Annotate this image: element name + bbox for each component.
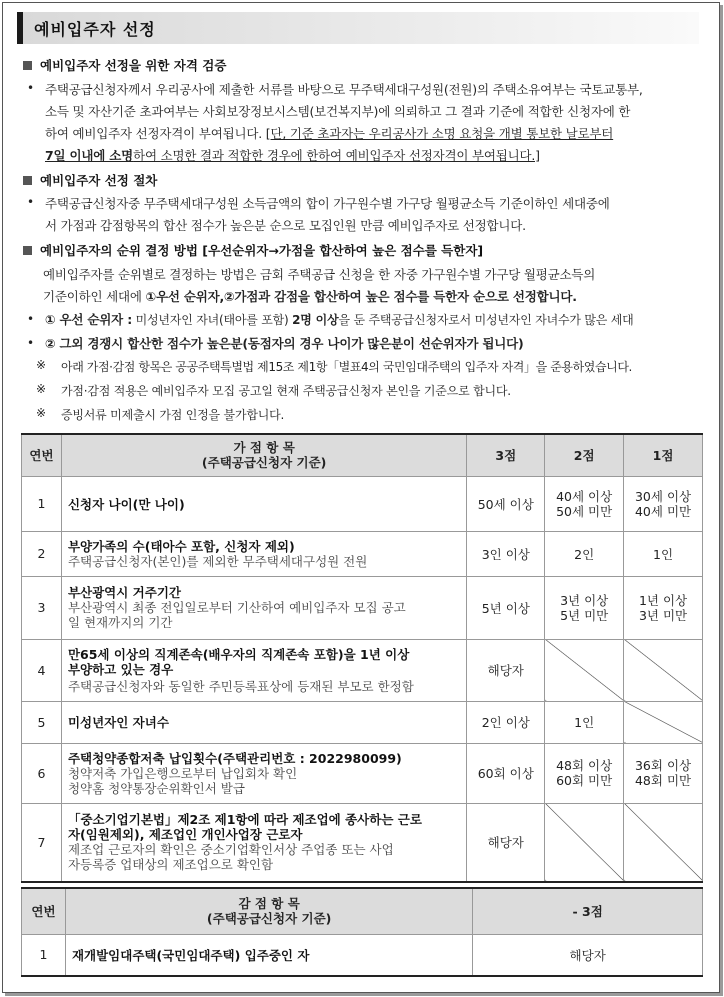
section-heading-ranking: 예비입주자의 순위 결정 방법 [우선순위자→가점을 합산하여 높은 점수를 득한자] bbox=[23, 241, 483, 259]
page-title-bar bbox=[17, 12, 699, 44]
plus-points-table bbox=[21, 433, 703, 883]
priority-item-1: ① 우선 순위자 : 미성년자인 자녀(태아를 포함) 2명 이상을 둔 주택공급신청자로서 미성년자인 자녀수가 많은 세대 bbox=[45, 312, 634, 327]
table-row: 4 만65세 이상의 직계존속(배우자의 직계존속 포함)을 1년 이상 부양하고 있는 경우 주택공급신청자와 동일한 주민등록표상에 등재된 부모로 한정함 해당자 bbox=[22, 639, 703, 701]
section-heading-qualification: 예비입주자 선정을 위한 자격 검증 bbox=[23, 56, 226, 74]
table-row: 3 부산광역시 거주기간 부산광역시 최종 전입일로부터 기산하여 예비입주자 모집 공고 일 현재까지의 기간 5년 이상 3년 이상 5년 미만 1년 이상 3년 미만 bbox=[22, 576, 703, 639]
header-no: 연번 bbox=[22, 434, 62, 476]
square-bullet-icon bbox=[23, 246, 32, 255]
exception-deadline: 7일 이내에 소명 bbox=[45, 148, 134, 163]
header-3pt: 3점 bbox=[467, 434, 545, 476]
table-row: 1 신청자 나이(만 나이) 50세 이상 40세 이상 50세 미만 30세 이상 40세 미만 bbox=[22, 476, 703, 531]
exception-note-part-b: 하여 소명한 결과 적합한 경우에 한하여 예비입주자 선정자격이 부여됩니다.] bbox=[133, 148, 540, 163]
section1-line-4 bbox=[45, 146, 540, 164]
square-bullet-icon bbox=[23, 61, 32, 70]
page-title: 예비입주자 선정 bbox=[34, 20, 156, 39]
bullet-icon: • bbox=[27, 312, 35, 326]
table-header-row: 연번 감 점 항 목 (주택공급신청자 기준) - 3점 bbox=[22, 888, 703, 934]
section2-line-1: 주택공급신청자중 무주택세대구성원 소득금액의 합이 가구원수별 가구당 월평균소득 기준이하인 세대중에 bbox=[45, 196, 610, 211]
table-row: 7 「중소기업기본법」제2조 제1항에 따라 제조업에 종사하는 근로 자(임원제외), 제조업인 개인사업장 근로자 제조업 근로자의 확인은 중소기업확인서상 주업종 또는 사업 자등록증 업태상의 제조업으로 확인함 해당자 bbox=[22, 803, 703, 882]
section-heading-procedure: 예비입주자 선정 절차 bbox=[23, 171, 157, 189]
document-frame bbox=[2, 2, 720, 993]
note-2: 가점·감점 적용은 예비입주자 모집 공고일 현재 주택공급신청자 본인을 기준으로 합니다. bbox=[61, 384, 511, 398]
section3-line-2: 기준이하인 세대에 ①우선 순위자,②가점과 감점을 합산하여 높은 점수를 득한자 순으로 선정합니다. bbox=[43, 289, 577, 304]
empty-cell bbox=[624, 803, 703, 882]
note-mark-icon: ※ bbox=[36, 406, 47, 420]
section1-line-3: 하여 예비입주자 선정자격이 부여됩니다. [단, 기준 초과자는 우리공사가 소명 요청을 개별 통보한 날로부터 bbox=[45, 126, 614, 141]
bullet-icon: • bbox=[27, 336, 35, 350]
priority-item-2: ② 그외 경쟁시 합산한 점수가 높은분(동점자의 경우 나이가 많은분이 선순위자가 됩니다) bbox=[45, 336, 524, 351]
section3-line-1: 예비입주자를 순위별로 결정하는 방법은 금회 주택공급 신청을 한 자중 가구원수별 가구당 월평균소득의 bbox=[43, 267, 596, 282]
table-row: 1 재개발임대주택(국민임대주택) 입주중인 자 해당자 bbox=[22, 934, 703, 976]
note-3: 증빙서류 미제출시 가점 인정을 불가합니다. bbox=[61, 408, 285, 422]
empty-cell bbox=[545, 639, 624, 701]
exception-note-part-a: [단, 기준 초과자는 우리공사가 소명 요청을 개별 통보한 날로부터 bbox=[265, 126, 614, 141]
empty-cell bbox=[545, 803, 624, 882]
table-header-row bbox=[22, 434, 703, 476]
minus-points-table bbox=[21, 887, 703, 977]
section2-line-2: 서 가점과 감점항목의 합산 점수가 높은분 순으로 모집인원 만큼 예비입주자로 선정합니다. bbox=[45, 218, 526, 233]
section1-line-1: 주택공급신청자께서 우리공사에 제출한 서류를 바탕으로 무주택세대구성원(전원)의 주택소유여부는 국토교통부, bbox=[45, 82, 643, 97]
note-1: 아래 가점·감점 항목은 공공주택특별법 제15조 제1항「별표4의 국민임대주택의 입주자 자격」을 준용하였습니다. bbox=[61, 360, 632, 374]
note-mark-icon: ※ bbox=[36, 358, 47, 372]
square-bullet-icon bbox=[23, 176, 32, 185]
table-row: 5 미성년자인 자녀수 2인 이상 1인 bbox=[22, 701, 703, 743]
table-row: 6 주택청약종합저축 납입횟수(주택관리번호 : 2022980099) 청약저축 가입은행으로부터 납입회차 확인 청약홈 청약통장순위확인서 발급 60회 이상 48회 이상 60회 미만 36회 이상 48회 미만 bbox=[22, 743, 703, 803]
table-row: 2 부양가족의 수(태아수 포함, 신청자 제외) 주택공급신청자(본인)를 제외한 무주택세대구성원 전원 3인 이상 2인 1인 bbox=[22, 531, 703, 576]
section1-line-2: 소득 및 자산기준 초과여부는 사회보장정보시스템(보건복지부)에 의뢰하고 그 결과 기준에 적합한 신청자에 한 bbox=[45, 104, 631, 119]
header-item: 가 점 항 목 (주택공급신청자 기준) bbox=[61, 434, 466, 476]
note-mark-icon: ※ bbox=[36, 382, 47, 396]
header-2pt: 2점 bbox=[545, 434, 624, 476]
empty-cell bbox=[624, 701, 703, 743]
bullet-icon: • bbox=[27, 81, 35, 95]
bullet-icon: • bbox=[27, 195, 35, 209]
header-1pt: 1점 bbox=[624, 434, 703, 476]
empty-cell bbox=[624, 639, 703, 701]
